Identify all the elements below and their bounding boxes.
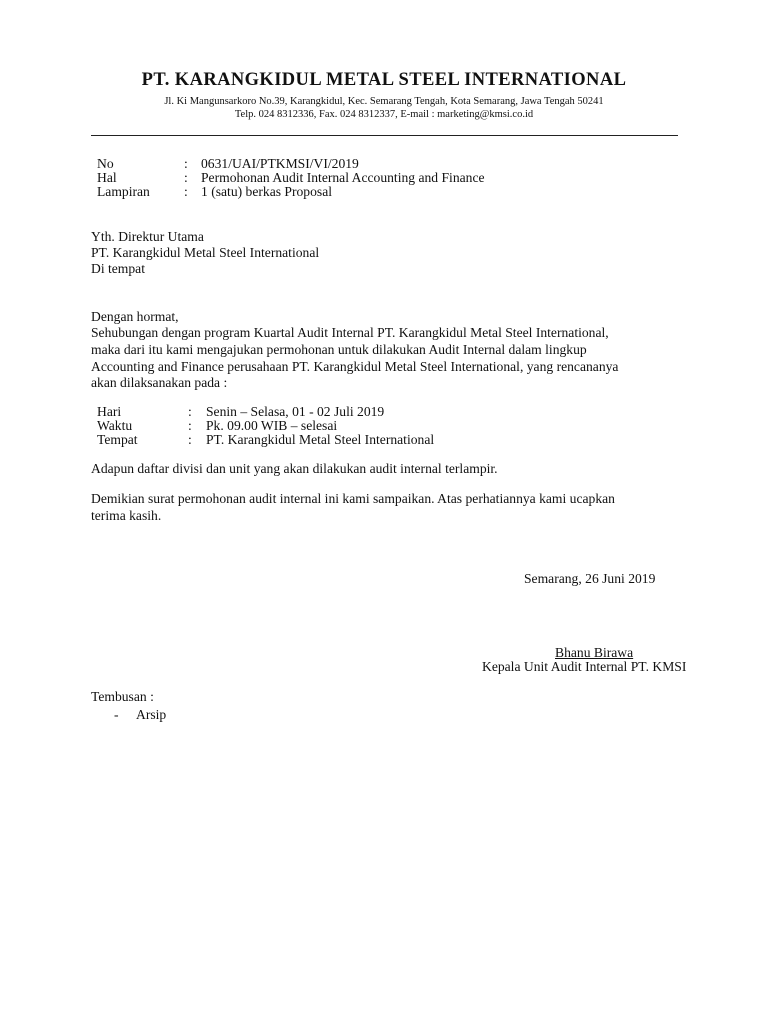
company-name: PT. KARANGKIDUL METAL STEEL INTERNATIONAL — [141, 70, 627, 90]
company-address: Jl. Ki Mangunsarkoro No.39, Karangkidul, Kec. Semarang Tengah, Kota Semarang, Jawa Tengah 50241 — [164, 96, 604, 107]
meta-colon: : — [184, 184, 188, 199]
place-date: Semarang, 26 Juni 2019 — [524, 571, 656, 586]
schedule-colon: : — [188, 432, 192, 447]
cc-label: Tembusan : — [91, 689, 154, 704]
cc-bullet: - — [114, 707, 119, 722]
schedule-colon: : — [188, 418, 192, 433]
company-contact: Telp. 024 8312336, Fax. 024 8312337, E-mail : marketing@kmsi.co.id — [234, 109, 534, 120]
recipient-line: Di tempat — [91, 261, 145, 276]
meta-value-hal: Permohonan Audit Internal Accounting and Finance — [201, 170, 485, 185]
schedule-label-waktu: Waktu — [97, 418, 133, 433]
schedule-label-hari: Hari — [97, 404, 122, 419]
schedule-value-hari: Senin – Selasa, 01 - 02 Juli 2019 — [206, 404, 385, 419]
meta-label-hal: Hal — [97, 170, 117, 185]
body-paragraph-2: Adapun daftar divisi dan unit yang akan dilakukan audit internal terlampir. — [91, 461, 498, 476]
paragraph-line: Demikian surat permohonan audit internal ini kami sampaikan. Atas perhatiannya kami ucapkan — [91, 491, 615, 506]
paragraph-line: terima kasih. — [91, 508, 162, 523]
meta-label-no: No — [97, 156, 114, 171]
recipient-line: PT. Karangkidul Metal Steel International — [91, 245, 320, 260]
meta-colon: : — [184, 156, 188, 171]
schedule-value-waktu: Pk. 09.00 WIB – selesai — [206, 418, 338, 433]
signer-name: Bhanu Birawa — [555, 645, 634, 660]
meta-colon: : — [184, 170, 188, 185]
greeting: Dengan hormat, — [91, 309, 179, 324]
paragraph-line: maka dari itu kami mengajukan permohonan untuk dilakukan Audit Internal dalam lingkup — [91, 342, 587, 357]
meta-label-lampiran: Lampiran — [97, 184, 150, 199]
meta-value-no: 0631/UAI/PTKMSI/VI/2019 — [201, 156, 359, 171]
cc-item: Arsip — [136, 707, 167, 722]
paragraph-line: akan dilaksanakan pada : — [91, 375, 228, 390]
schedule-value-tempat: PT. Karangkidul Metal Steel International — [206, 432, 435, 447]
meta-value-lampiran: 1 (satu) berkas Proposal — [201, 184, 332, 199]
paragraph-line: Sehubungan dengan program Kuartal Audit Internal PT. Karangkidul Metal Steel International, — [91, 325, 609, 340]
signer-title: Kepala Unit Audit Internal PT. KMSI — [482, 659, 687, 674]
paragraph-line: Accounting and Finance perusahaan PT. Karangkidul Metal Steel International, yang rencananya — [91, 359, 619, 374]
schedule-colon: : — [188, 404, 192, 419]
recipient-line: Yth. Direktur Utama — [91, 229, 204, 244]
schedule-label-tempat: Tempat — [97, 432, 138, 447]
letterhead-divider — [91, 135, 678, 136]
